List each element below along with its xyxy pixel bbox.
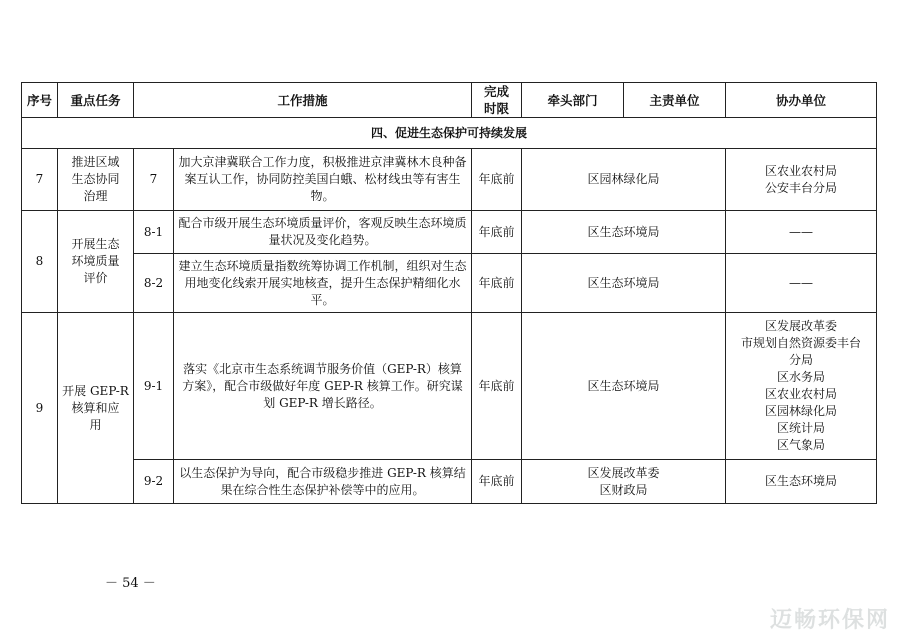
row-deadline: 年底前 xyxy=(472,211,522,254)
row-assist: 区农业农村局 公安丰台分局 xyxy=(726,149,877,211)
row-lead: 区发展改革委 区财政局 xyxy=(522,460,726,504)
row-measure: 建立生态环境质量指数统筹协调工作机制，组织对生态用地变化线索开展实地核查，提升生态保护精细化水平。 xyxy=(174,254,472,313)
row-task: 开展生态 环境质量 评价 xyxy=(58,211,134,313)
row-sub-number: 7 xyxy=(134,149,174,211)
row-deadline: 年底前 xyxy=(472,313,522,460)
row-sub-number: 8-1 xyxy=(134,211,174,254)
table-row xyxy=(22,313,877,460)
row-seq: 8 xyxy=(22,211,58,313)
header-task: 重点任务 xyxy=(58,83,134,118)
row-assist: —— xyxy=(726,254,877,313)
row-lead: 区生态环境局 xyxy=(522,211,726,254)
header-main-unit: 主责单位 xyxy=(624,83,726,118)
row-deadline: 年底前 xyxy=(472,149,522,211)
row-seq: 7 xyxy=(22,149,58,211)
page-number: － 54 － xyxy=(105,576,156,591)
row-lead: 区园林绿化局 xyxy=(522,149,726,211)
header-measures: 工作措施 xyxy=(134,83,472,118)
row-seq: 9 xyxy=(22,313,58,504)
row-sub-number: 8-2 xyxy=(134,254,174,313)
table-row xyxy=(22,460,877,504)
table-row xyxy=(22,211,877,254)
row-deadline: 年底前 xyxy=(472,460,522,504)
row-assist: 区生态环境局 xyxy=(726,460,877,504)
table-row xyxy=(22,254,877,313)
section-row xyxy=(22,118,877,149)
header-row xyxy=(22,83,877,118)
task-table xyxy=(21,82,877,504)
row-task: 开展 GEP-R 核算和应 用 xyxy=(58,313,134,504)
header-seq: 序号 xyxy=(22,83,58,118)
row-measure: 以生态保护为导向，配合市级稳步推进 GEP-R 核算结果在综合性生态保护补偿等中的应用。 xyxy=(174,460,472,504)
row-measure: 加大京津冀联合工作力度，积极推进京津冀林木良种备案互认工作，协同防控美国白蛾、松材线虫等有害生物。 xyxy=(174,149,472,211)
header-assist-unit: 协办单位 xyxy=(726,83,877,118)
row-deadline: 年底前 xyxy=(472,254,522,313)
row-lead: 区生态环境局 xyxy=(522,313,726,460)
row-lead: 区生态环境局 xyxy=(522,254,726,313)
watermark: 迈畅环保网 xyxy=(769,608,890,633)
row-task: 推进区域 生态协同 治理 xyxy=(58,149,134,211)
row-measure: 落实《北京市生态系统调节服务价值（GEP-R）核算方案》，配合市级做好年度 GEP-R 核算工作。研究谋划 GEP-R 增长路径。 xyxy=(174,313,472,460)
row-assist: —— xyxy=(726,211,877,254)
row-assist: 区发展改革委 市规划自然资源委丰台 分局 区水务局 区农业农村局 区园林绿化局 区统计局 区气象局 xyxy=(726,313,877,460)
table-row xyxy=(22,149,877,211)
section-title: 四、促进生态保护可持续发展 xyxy=(22,118,877,149)
row-sub-number: 9-2 xyxy=(134,460,174,504)
row-measure: 配合市级开展生态环境质量评价，客观反映生态环境质量状况及变化趋势。 xyxy=(174,211,472,254)
header-deadline: 完成 时限 xyxy=(472,83,522,118)
row-sub-number: 9-1 xyxy=(134,313,174,460)
header-lead-dept: 牵头部门 xyxy=(522,83,624,118)
